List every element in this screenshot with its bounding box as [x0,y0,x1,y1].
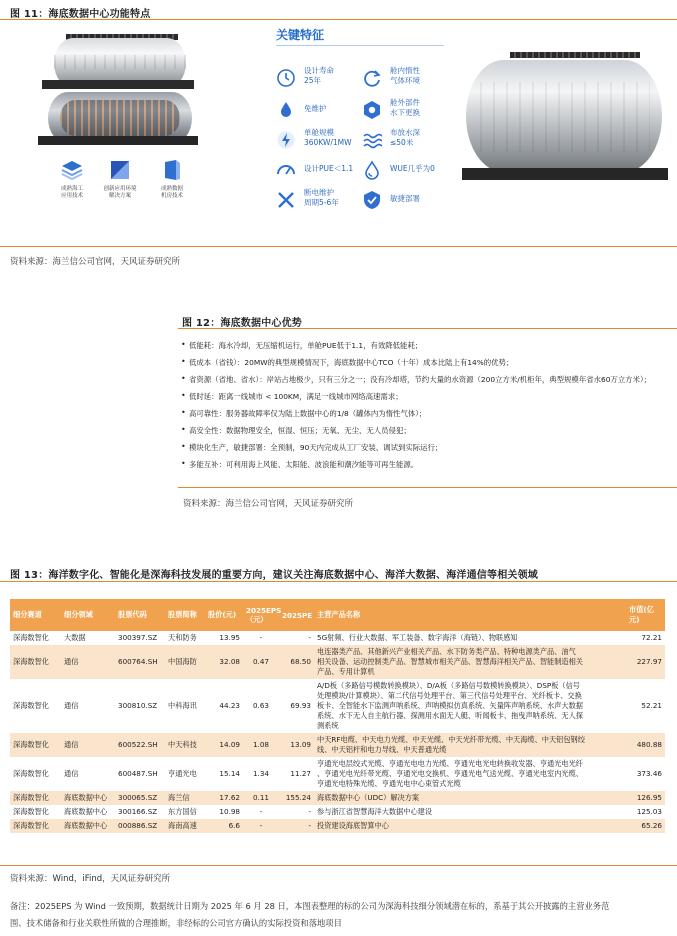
figure-12-title: 图 12：海底数据中心优势 [182,318,302,329]
col-mcap: 市值(亿元) [626,599,665,631]
cell-sector: 深海数智化 [13,633,49,642]
cell-field: 海底数据中心 [64,807,108,816]
feature-underwater-replacement: 舱外部件 水下更换 [362,98,452,126]
cell-products [314,805,626,819]
cell-eps: - [243,819,279,833]
feature-agile-deployment: 敏捷部署 [362,188,452,216]
product-line: 、亨通光电光纤带光缆、亨通光电交换机、亨通光电气送光缆、亨通光电室内光缆、 [317,769,583,778]
feature-single-module-scale: 单舱规模 360KW/1MW [276,128,366,156]
cell-price: 10.98 [219,807,240,816]
droplet-hand-icon [276,100,296,120]
cell-eps: 1.08 [243,733,279,757]
product-line: 投资建设海底智算中心 [317,821,389,830]
bullet-item: • 低能耗：海水冷却，无压缩机运行，单舱PUE低于1.1，有效降低能耗； [189,340,422,351]
cell-mcap: 227.97 [626,645,665,679]
bullet-item: • 多能互补：可利用海上风能、太阳能、波浪能和潮汐能等可再生能源。 [189,459,418,470]
cell-pe: 11.27 [290,769,311,778]
figure-13-title: 图 13：海洋数字化、智能化是深海科技发展的重要方向，建议关注海底数据中心、海洋大数据、海洋通信等相关领域 [10,570,538,581]
figure-11-source: 资料来源：海兰信公司官网，天风证券研究所 [10,257,181,267]
feature-design-pue: 设计PUE＜1.1 [276,158,366,186]
left-label-marine-engineering: 成熟海工 应用技术 [46,158,98,200]
cell-price: 13.95 [219,633,240,642]
cell-price: 15.14 [219,769,240,778]
power-icon [276,130,296,150]
col-code: 股票代码 [115,599,165,631]
cell-pe: - [308,807,311,816]
table-row [10,757,665,791]
figure-13-top-rule [0,581,677,582]
cell-field: 海底数据中心 [61,791,115,805]
cell-field: 通信 [64,701,79,710]
bullet-item: • 低成本（省钱）：20MW的典型规模情况下，海底数据中心TCO（十年）成本比陆上有14%的优势； [189,357,513,368]
figure-11-top-rule [0,19,677,20]
cell-code: 600522.SH [115,733,165,757]
product-line: 参与浙江省智慧海洋大数据中心建设 [317,807,433,816]
cell-eps: 0.63 [252,701,269,710]
cell-name: 天和防务 [168,633,197,642]
cell-eps: - [259,633,263,642]
cell-mcap: 72.21 [641,633,662,642]
cell-field: 海底数据中心 [61,819,115,833]
shield-check-icon [362,190,382,210]
figure-11-bottom-rule [0,246,677,247]
feature-deploy-depth: 布放水深 ≤50米 [362,128,452,156]
cell-mcap: 125.03 [636,807,662,816]
feature-maintenance-free: 免维护 [276,98,366,126]
figure-13-note-line-1: 备注：2025EPS 为 Wind 一致预期，数据统计日期为 2025 年 6 月 28 日，本图表整理的标的公司为深海科技细分领域潜在标的，系基于其公开披露的主营业务范 [10,901,610,911]
bullet-item: • 低时延：距离一线城市 < 100KM，满足一线城市网络高速需求； [189,391,403,402]
cell-mcap: 126.95 [626,791,665,805]
bullet-item: • 模块化生产，敏捷部署：全预制，90天内完成从工厂安装、调试到实际运行； [189,442,442,453]
product-line: 海底数据中心（UDC）解决方案 [317,793,420,802]
cell-price: 44.23 [219,701,240,710]
product-line: 线、中天铝杆和电力导线、中天普通光缆 [317,745,447,754]
cell-mcap: 373.46 [636,769,662,778]
cell-sector: 深海数智化 [10,733,61,757]
col-field: 细分领域 [61,599,115,631]
hex-bolt-icon [362,100,382,120]
figure-13-note-line-2: 围、技术储备和行业关联性所做的合理推断，非经标的公司官方确认的实际投资和落地项目 [10,918,342,928]
product-line: 产品、专用计算机 [317,667,375,676]
cell-pe: - [308,633,311,642]
product-line: 亨通光电特殊光缆、亨通光电中心束管式光缆 [317,779,461,788]
cell-mcap: 52.21 [641,701,662,710]
figure-12-top-rule [178,328,677,329]
cell-sector: 深海数智化 [10,791,61,805]
cell-name: 中科海讯 [168,701,197,710]
cell-code: 300065.SZ [115,791,165,805]
cell-eps: 0.47 [243,645,279,679]
cell-name: 海兰信 [165,791,205,805]
cell-name: 东方国信 [168,807,197,816]
product-line: 测系统 [317,721,339,730]
cell-price: 6.6 [205,819,243,833]
cell-sector: 深海数智化 [13,807,49,816]
table-row [10,679,665,733]
cell-code: 600764.SH [115,645,165,679]
cell-name: 中天科技 [165,733,205,757]
bullet-item: • 高可靠性：服务器故障率仅为陆上数据中心的1/8（罐体内为惰性气体）； [189,408,426,419]
col-price: 股价(元) [205,599,243,631]
cell-pe: 13.09 [279,733,314,757]
figure-11-illustration [10,22,667,244]
cell-eps: - [259,807,263,816]
cell-products [314,645,626,679]
product-line: A/D板（多路信号模数转换模块）、D/A板（多路信号数模转换模块）、DSP板（信号 [317,681,580,690]
product-line: 中天RF电缆、中天电力光缆、中天光缆、中天光纤带光缆、中天海缆、中天铝包钢绞 [317,735,585,744]
cell-name: 亨通光电 [168,769,197,778]
cell-field: 通信 [61,645,115,679]
figure-13-bottom-rule [0,865,677,866]
layers-icon [60,158,84,182]
cell-code: 300166.SZ [118,807,158,816]
product-line: 5G射频、行业大数据、军工装备、数字海洋（海链）、物联感知 [317,633,518,642]
cell-code: 000886.SZ [115,819,165,833]
figure-13-source: 资料来源：Wind，iFind，天风证券研究所 [10,874,171,884]
cell-pe: 69.93 [290,701,311,710]
feature-inert-gas: 舱内惰性 气体环境 [362,66,452,94]
stock-table [10,599,665,833]
product-line: 相关设备、运动控制类产品、智慧城市相关产品、智慧海洋相关产品、智能制造相关 [317,657,583,666]
cell-field: 通信 [64,769,79,778]
server-rack-icon [160,158,184,182]
table-header-row [10,599,665,631]
cell-products [314,791,626,805]
bullet-item: • 省资源（省地、省水）：岸站占地极少，只有三分之一；没有冷却塔，节约大量的水资源（200立方米/机柜年，典型规模年省水60万立方米）； [189,374,651,385]
cell-products [314,819,626,833]
product-line: 处理模块/计算模块）、第二代信号处理平台、第三代信号处理平台、光纤板卡、交换 [317,691,582,700]
cell-price: 17.62 [205,791,243,805]
cell-code: 300397.SZ [118,633,158,642]
cell-price: 32.08 [205,645,243,679]
table-row [10,631,665,645]
cell-products [314,679,626,733]
cell-sector: 深海数智化 [13,769,49,778]
key-features-underline [276,45,444,46]
col-name: 股票简称 [165,599,205,631]
table-row [10,819,665,833]
cell-products [314,631,626,645]
bullet-item: • 高安全性：数据物理安全，恒湿、恒压；无氧、无尘、无人员侵犯； [189,425,411,436]
figure-12-bottom-rule [178,487,677,488]
cell-mcap: 65.26 [626,819,665,833]
table-row [10,645,665,679]
gauge-icon [276,160,296,180]
product-line: 系统、水下无人自主航行器、探测用水面无人艇、听闻板卡、拖曳声呐系统、无人探 [317,711,583,720]
col-pe: 2025PE [279,599,314,631]
table-row [10,733,665,757]
col-eps: 2025EPS（元） [243,599,279,631]
cell-sector: 深海数智化 [13,701,49,710]
cell-field: 大数据 [64,633,86,642]
cell-pe: - [279,819,314,833]
product-line: 板卡、全智能水下监测声呐系统、声呐模拟仿真系统、矢量阵声呐系统、水声大数据 [317,701,583,710]
cell-eps: 1.34 [252,769,269,778]
left-label-data-room-tech: 成熟数据 机房技术 [146,158,198,200]
col-products: 主营产品名称 [314,599,626,631]
water-drop-icon [362,160,382,180]
figure-11-title: 图 11：海底数据中心功能特点 [10,9,151,20]
refresh-cycle-icon [362,68,382,88]
product-line: 电连器类产品、其他新兴产业相关产品、水下防务类产品、特种电源类产品、油气 [317,647,576,656]
cell-mcap: 480.88 [626,733,665,757]
cell-products [314,757,626,791]
cell-eps: 0.11 [243,791,279,805]
cell-sector: 深海数智化 [10,645,61,679]
col-sector: 细分赛道 [10,599,61,631]
timer-icon [276,68,296,88]
cube-corner-icon [108,158,132,182]
product-line: 亨通光电层绞式光缆、亨通光电电力光缆、亨通光电光电转换收发器、亨通光电光纤 [317,759,583,768]
feature-design-life: 设计寿命 25年 [276,66,366,94]
cell-pe: 68.50 [279,645,314,679]
cell-sector: 深海数智化 [10,819,61,833]
key-features-heading: 关键特征 [276,28,325,42]
cell-price: 14.09 [205,733,243,757]
cell-name: 海南高速 [165,819,205,833]
table-row [10,791,665,805]
table-row [10,805,665,819]
left-label-innovative-environment: 创新应用环境 解决方案 [94,158,146,200]
feature-wue-zero: WUE几乎为0 [362,158,452,186]
maintenance-arrows-icon [276,190,296,210]
figure-12-source: 资料来源：海兰信公司官网，天风证券研究所 [183,499,354,509]
feature-power-off-maintenance: 断电维护 周期5-6年 [276,188,366,216]
water-depth-icon [362,130,382,150]
cell-products [314,733,626,757]
cell-code: 600487.SH [118,769,158,778]
cell-name: 中国海防 [165,645,205,679]
cell-pe: 155.24 [279,791,314,805]
cell-field: 通信 [61,733,115,757]
cell-code: 300810.SZ [118,701,158,710]
